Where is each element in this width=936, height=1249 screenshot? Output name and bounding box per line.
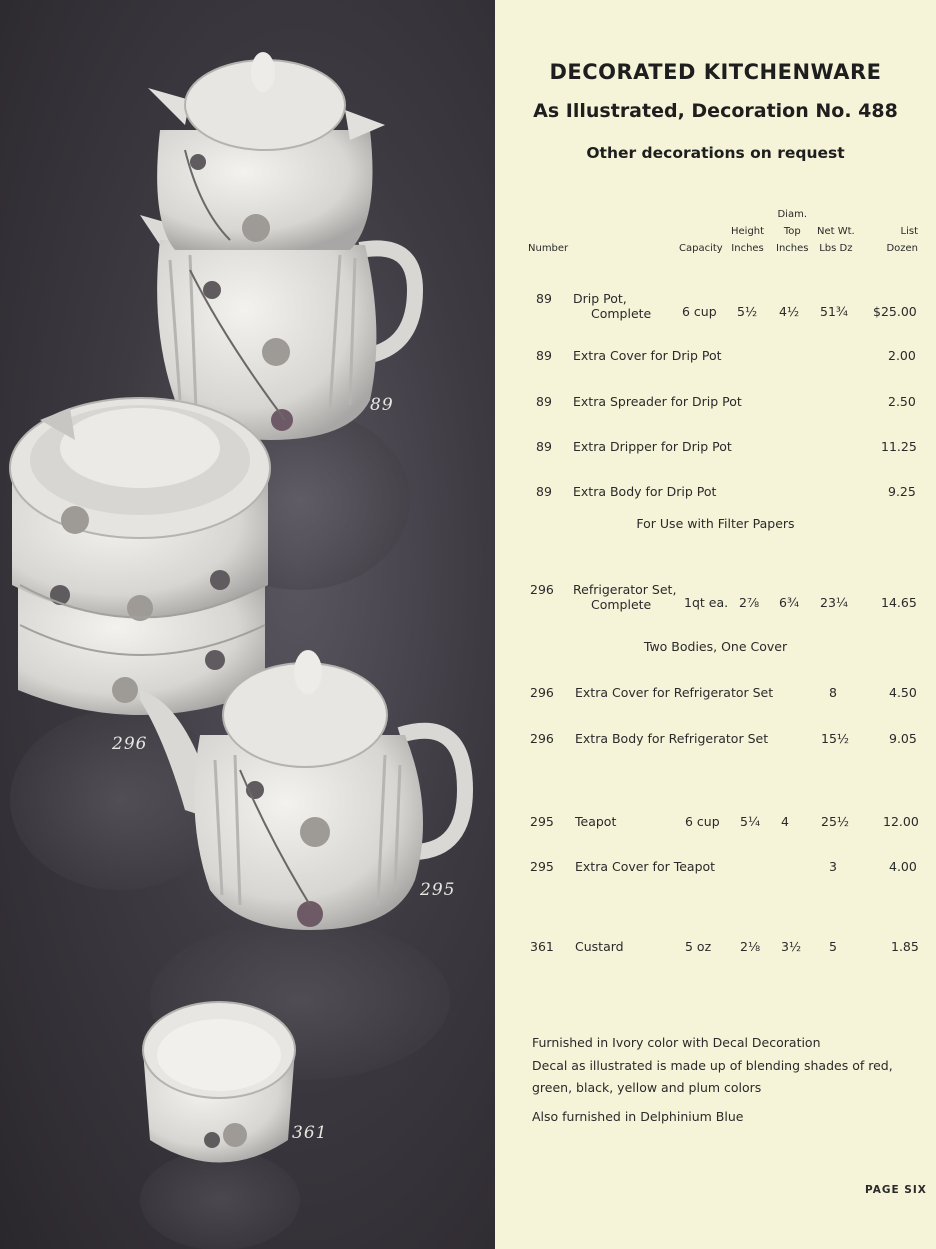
row-number: 361 [530, 939, 554, 954]
page-tagline: Other decorations on request [586, 144, 845, 162]
header-height: Height Inches [731, 226, 765, 254]
header-netwt: Net Wt. Lbs Dz [817, 226, 855, 254]
header-number: Number [528, 243, 569, 254]
refrigerator-set-296 [10, 398, 270, 715]
row-capacity: 5 oz [685, 939, 712, 954]
row-description: Extra Body for Refrigerator Set [575, 731, 769, 746]
row-description: Extra Cover for Refrigerator Set [575, 685, 774, 700]
row-number: 89 [536, 439, 552, 454]
row-diam: 6¾ [779, 595, 800, 610]
page-subtitle: As Illustrated, Decoration No. 488 [533, 100, 898, 122]
page-title: DECORATED KITCHENWARE [549, 60, 882, 84]
row-capacity: 1qt ea. [684, 595, 729, 610]
photo-label-296: 296 [112, 734, 148, 754]
row-netwt: 23¼ [820, 595, 849, 610]
row-number: 89 [536, 291, 552, 306]
row-netwt: 5 [829, 939, 837, 954]
header-diam: Diam. Top Inches [776, 209, 809, 254]
note-color: Furnished in Ivory color with Decal Decoration [532, 1035, 821, 1050]
page-number: PAGE SIX [865, 1184, 927, 1196]
row-description: Refrigerator Set, Complete [573, 582, 677, 612]
row-price: 1.85 [891, 939, 919, 954]
row-description: Extra Body for Drip Pot [573, 484, 717, 499]
row-diam: 3½ [781, 939, 802, 954]
row-description: Teapot [575, 814, 617, 829]
row-price: 2.00 [888, 348, 916, 363]
row-description: Extra Spreader for Drip Pot [573, 394, 742, 409]
row-number: 296 [530, 582, 554, 597]
row-description: Custard [575, 939, 624, 954]
drip-pot-note: For Use with Filter Papers [636, 516, 795, 531]
row-diam: 4 [781, 814, 789, 829]
row-description: Extra Cover for Teapot [575, 859, 716, 874]
price-list-page [495, 0, 936, 1249]
note-decal: Decal as illustrated is made up of blending shades of red, green, black, yellow and plum colors [532, 1058, 893, 1095]
row-netwt: 51¾ [820, 304, 849, 319]
row-number: 295 [530, 859, 554, 874]
photo-label-295: 295 [420, 880, 456, 900]
row-price: 4.50 [889, 685, 917, 700]
row-price: 2.50 [888, 394, 916, 409]
row-price: 4.00 [889, 859, 917, 874]
row-netwt: 8 [829, 685, 837, 700]
row-netwt: 3 [829, 859, 837, 874]
header-list: List Dozen [886, 226, 918, 254]
row-netwt: 15½ [821, 731, 850, 746]
row-height: 2⅛ [740, 939, 761, 954]
row-price: 14.65 [881, 595, 917, 610]
drip-pot-89 [140, 52, 415, 440]
row-number: 89 [536, 348, 552, 363]
row-height: 5¼ [740, 814, 761, 829]
refrigerator-set-note: Two Bodies, One Cover [643, 639, 788, 654]
custard-361 [143, 1002, 295, 1163]
row-diam: 4½ [779, 304, 800, 319]
row-capacity: 6 cup [682, 304, 717, 319]
header-capacity: Capacity [679, 243, 723, 254]
note-alternate-color: Also furnished in Delphinium Blue [532, 1109, 744, 1124]
row-price: 11.25 [881, 439, 917, 454]
row-netwt: 25½ [821, 814, 850, 829]
row-number: 89 [536, 394, 552, 409]
row-price: 9.05 [889, 731, 917, 746]
row-price: $25.00 [873, 304, 917, 319]
row-height: 5½ [737, 304, 758, 319]
row-height: 2⅞ [739, 595, 760, 610]
row-capacity: 6 cup [685, 814, 720, 829]
photo-label-89: 89 [370, 395, 394, 415]
row-number: 296 [530, 685, 554, 700]
row-number: 89 [536, 484, 552, 499]
row-number: 295 [530, 814, 554, 829]
row-price: 9.25 [888, 484, 916, 499]
row-description: Drip Pot, Complete [573, 291, 652, 321]
photo-label-361: 361 [292, 1123, 328, 1143]
row-number: 296 [530, 731, 554, 746]
row-description: Extra Cover for Drip Pot [573, 348, 722, 363]
row-description: Extra Dripper for Drip Pot [573, 439, 732, 454]
row-price: 12.00 [883, 814, 919, 829]
